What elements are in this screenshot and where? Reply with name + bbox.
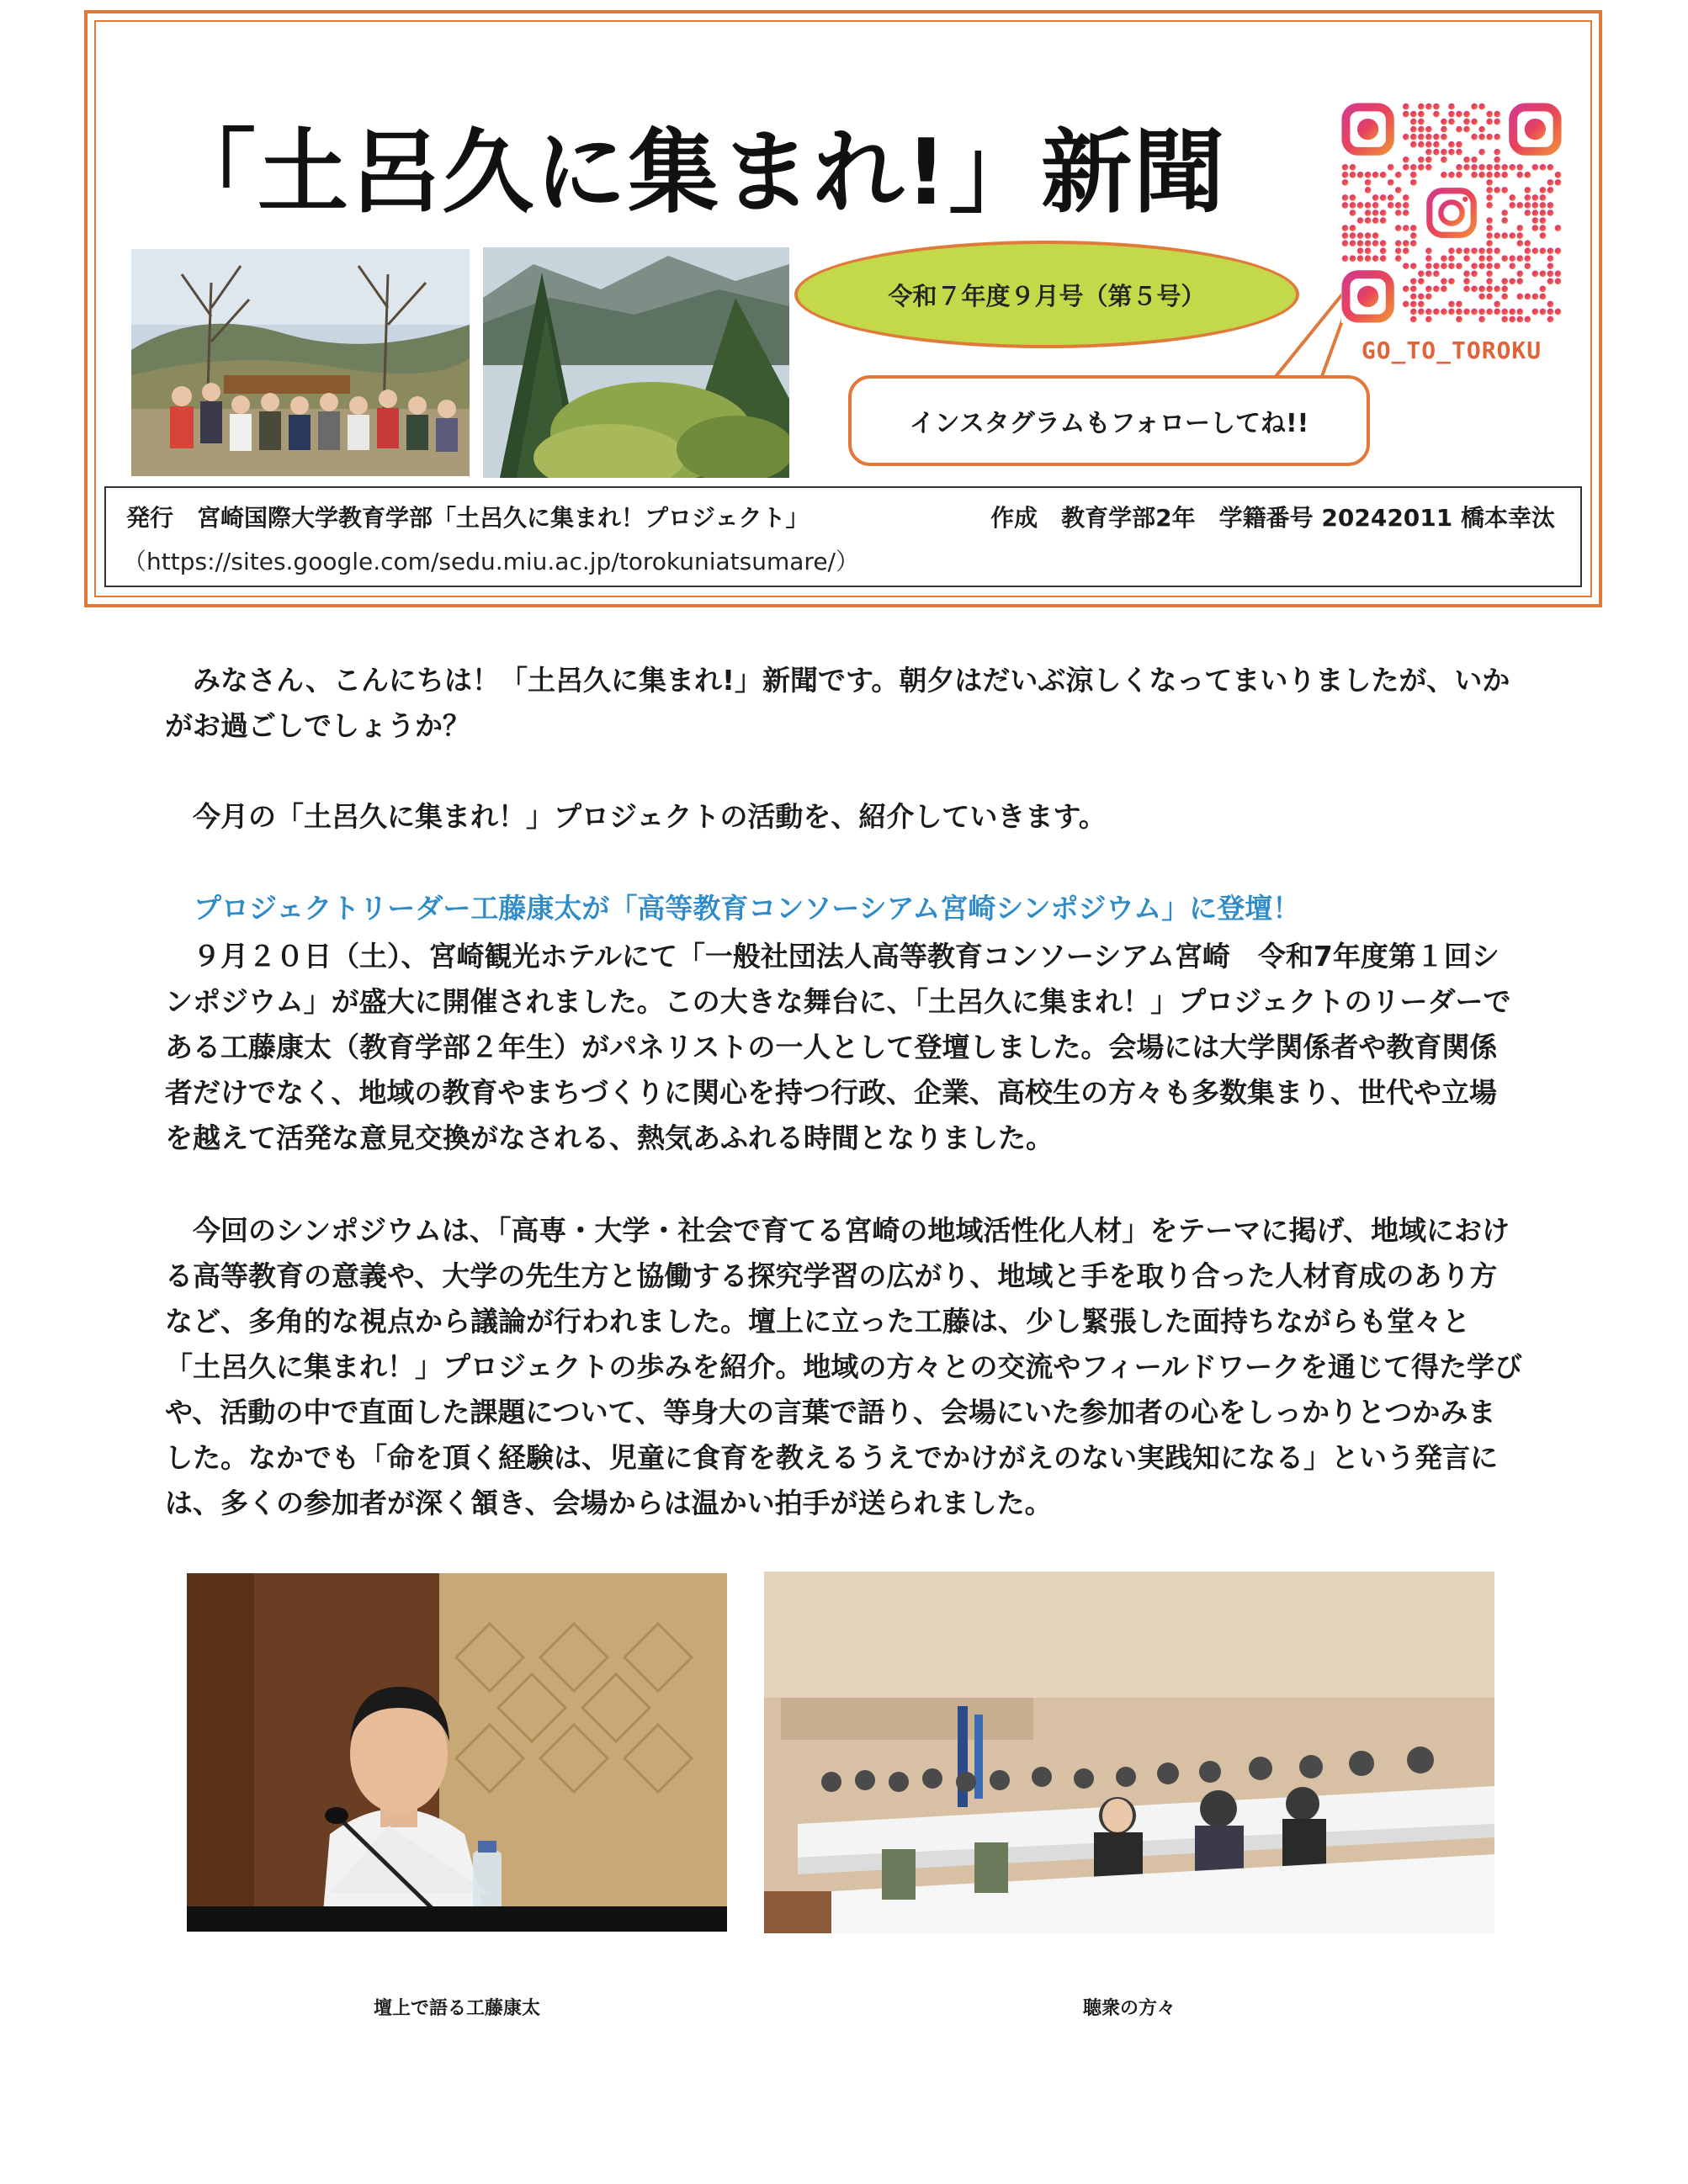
publisher-box [104,486,1582,587]
speaker-photo [187,1573,727,1932]
forest-photo [483,247,789,478]
instagram-follow-bubble: インスタグラムもフォローしてね!! [848,375,1370,466]
intro-paragraph: 今月の「土呂久に集まれ！」プロジェクトの活動を、紹介していきます。 [193,800,1107,833]
instagram-qr-code-icon[interactable] [1341,103,1562,323]
author-info: 作成 教育学部2年 学籍番号 20242011 橋本幸汰 [990,504,1555,532]
project-url[interactable]: （https://sites.google.com/sedu.miu.ac.jp/torokuniatsumare/） [123,548,859,575]
newspaper-title: 「土呂久に集まれ!」新聞 [165,120,1227,225]
group-photo [131,249,470,476]
speaker-photo-caption: 壇上で語る工藤康太 [373,1998,540,2019]
publisher-info: 発行 宮崎国際大学教育学部「土呂久に集まれ！プロジェクト」 [126,504,809,532]
article-paragraph-1: ９月２０日（土）、宮崎観光ホテルにて「一般社団法人高等教育コンソーシアム宮崎 令和7年度第１回シンポジウム」が盛大に開催されました。この大きな舞台に、「土呂久に集まれ！」プロジェクトのリーダーである工藤康太（教育学部２年生）がパネリストの一人として登壇しました。会場には大学関係者や教育関係者だけでなく、地域の教育やまちづくりに関心を持つ行政、企業、高校生の方々も多数集まり、世代や立場を越えて活発な意見交換がなされる、熱気あふれる時間となりました。 [165,940,1511,1154]
article-headline: プロジェクトリーダー工藤康太が「高等教育コンソーシアム宮崎シンポジウム」に登壇！ [194,892,1301,925]
issue-badge: 令和７年度９月号（第５号） [794,241,1299,348]
article-paragraph-2: 今回のシンポジウムは、「高専・大学・社会で育てる宮崎の地域活性化人材」をテーマに掲げ、地域における高等教育の意義や、大学の先生方と協働する探究学習の広がり、地域と手を取り合った人材育成のあり方など、多角的な視点から議論が行われました。壇上に立った工藤は、少し緊張した面持ちながらも堂々と「土呂久に集まれ！」プロジェクトの歩みを紹介。地域の方々との交流やフィールドワークを通じて得た学びや、活動の中で直面した課題について、等身大の言葉で語り、会場にいた参加者の心をしっかりとつかみました。なかでも「命を頂く経験は、児童に食育を教えるうえでかけがえのない実践知になる」という発言には、多くの参加者が深く頷き、会場からは温かい拍手が送られました。 [165,1214,1523,1519]
audience-photo-caption: 聴衆の方々 [1082,1998,1176,2019]
instagram-handle: GO_TO_TOROKU [1361,337,1542,364]
greeting-paragraph: みなさん、こんにちは！「土呂久に集まれ!」新聞です。朝夕はだいぶ涼しくなってまいりましたが、いかがお過ごしでしょうか？ [165,664,1510,742]
audience-photo [764,1572,1494,1933]
